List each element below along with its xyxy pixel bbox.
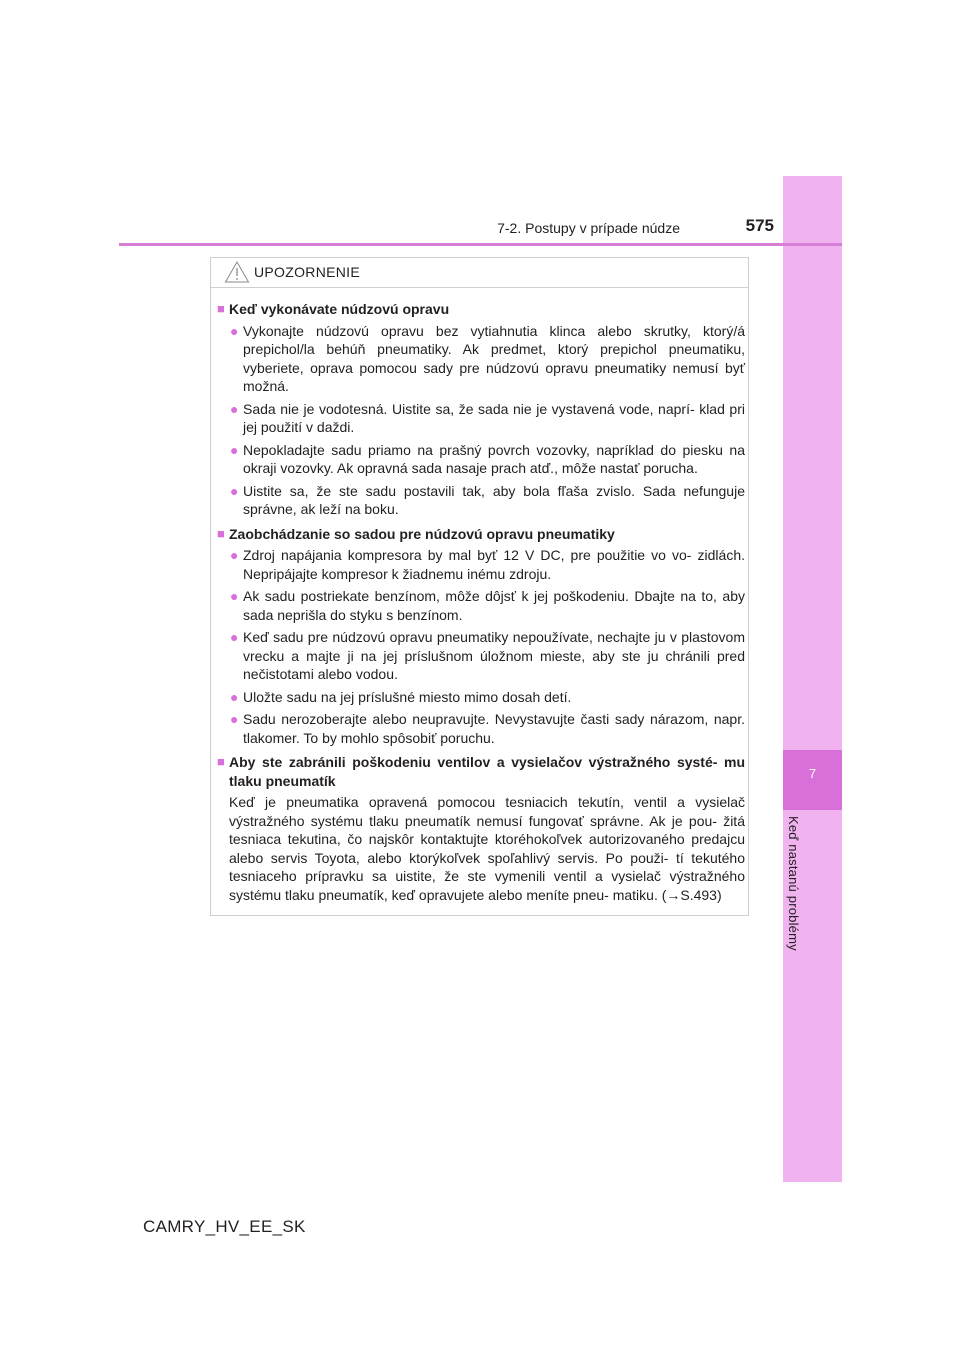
square-bullet-icon: ■ xyxy=(217,754,225,769)
list-item: ● Uistite sa, že ste sadu postavili tak, aby bola fľaša zvislo. Sada nefunguje správne, ak leží na boku. xyxy=(230,482,745,517)
warning-box xyxy=(210,257,749,916)
square-bullet-icon: ■ xyxy=(217,525,225,541)
round-bullet-icon: ● xyxy=(230,400,239,417)
section-heading: ■ Keď vykonávate núdzovú opravu xyxy=(217,301,450,317)
page-number: 575 xyxy=(745,216,774,235)
list-item: ● Sadu nerozoberajte alebo neupravujte. Nevystavujte časti sady nárazom, napr. tlakomer. To by mohlo spôsobiť poruchu. xyxy=(230,711,745,746)
round-bullet-icon: ● xyxy=(230,629,239,645)
section-heading: ■ Zaobchádzanie so sadou pre núdzovú opravu pneumatiky xyxy=(217,525,615,542)
list-item: ● Vykonajte núdzovú opravu bez vytiahnutia klinca alebo skrutky, ktorý/á prepichol/la behúň pneumatiky. Ak predmet, ktorý prepichol pneumatiku, vyberiete, oprava pomocou sady pre núdzovú opravu pneumatiky nemusí byť možná. xyxy=(230,322,745,394)
round-bullet-icon: ● xyxy=(230,482,239,499)
list-item: ● Uložte sadu na jej príslušné miesto mimo dosah detí. xyxy=(230,688,572,705)
round-bullet-icon: ● xyxy=(230,588,239,604)
round-bullet-icon: ● xyxy=(230,547,239,563)
warning-triangle-icon xyxy=(224,260,250,289)
round-bullet-icon: ● xyxy=(230,688,239,705)
square-bullet-icon: ■ xyxy=(217,301,225,316)
round-bullet-icon: ● xyxy=(230,322,239,339)
list-item: ● Sada nie je vodotesná. Uistite sa, že sada nie je vystavená vode, naprí- klad pri jej použití v daždi. xyxy=(230,400,745,435)
chapter-number: 7 xyxy=(808,766,817,781)
warning-body xyxy=(217,298,745,904)
warning-header xyxy=(211,258,748,288)
document-code: CAMRY_HV_EE_SK xyxy=(143,1217,306,1236)
section-paragraph: Keď je pneumatika opravená pomocou tesniacich tekutín, ventil a vysielač výstražného systému tlaku pneumatík nemusí fungovať správne. Ak je pou- žitá tesniaca tekutina, čo najskôr kontaktujte ktoréhokoľvek autorizovaného predajcu alebo servis Toyota, alebo ktorýkoľvek spoľahlivý servis. Po použi- tí tekutého tesniaceho prípravku sa uistite, že ste vymenili ventil a vysielač výstražného systému tlaku pneumatík, keď opravujete alebo meníte pneu- matiku. (→S.493) xyxy=(229,794,745,903)
chapter-title: Keď nastanú problémy xyxy=(786,816,801,951)
list-item: ● Ak sadu postriekate benzínom, môže dôjsť k jej poškodeniu. Dbajte na to, aby sada neprišla do styku s benzínom. xyxy=(230,588,745,623)
header-rule xyxy=(119,243,842,246)
round-bullet-icon: ● xyxy=(230,441,239,458)
list-item: ● Zdroj napájania kompresora by mal byť 12 V DC, pre použitie vo vo- zidlách. Nepripájajte kompresor k žiadnemu inému zdroju. xyxy=(230,547,745,582)
section-heading: ■ Aby ste zabránili poškodeniu ventilov a vysielačov výstražného systé- mu tlaku pneumatík xyxy=(217,754,745,789)
round-bullet-icon: ● xyxy=(230,711,239,727)
section-title: 7-2. Postupy v prípade núdze xyxy=(497,220,680,236)
list-item: ● Keď sadu pre núdzovú opravu pneumatiky nepoužívate, nechajte ju v plastovom vrecku a majte ji na jej príslušnom úložnom mieste, aby ste ju chránili pred nečistotami alebo vodou. xyxy=(230,629,745,682)
warning-label: UPOZORNENIE xyxy=(254,264,360,280)
list-item: ● Nepokladajte sadu priamo na prašný povrch vozovky, napríklad do piesku na okraji vozovky. Ak opravná sada nasaje prach atď., môže nastať porucha. xyxy=(230,441,745,476)
chapter-side-tab xyxy=(783,176,842,1182)
